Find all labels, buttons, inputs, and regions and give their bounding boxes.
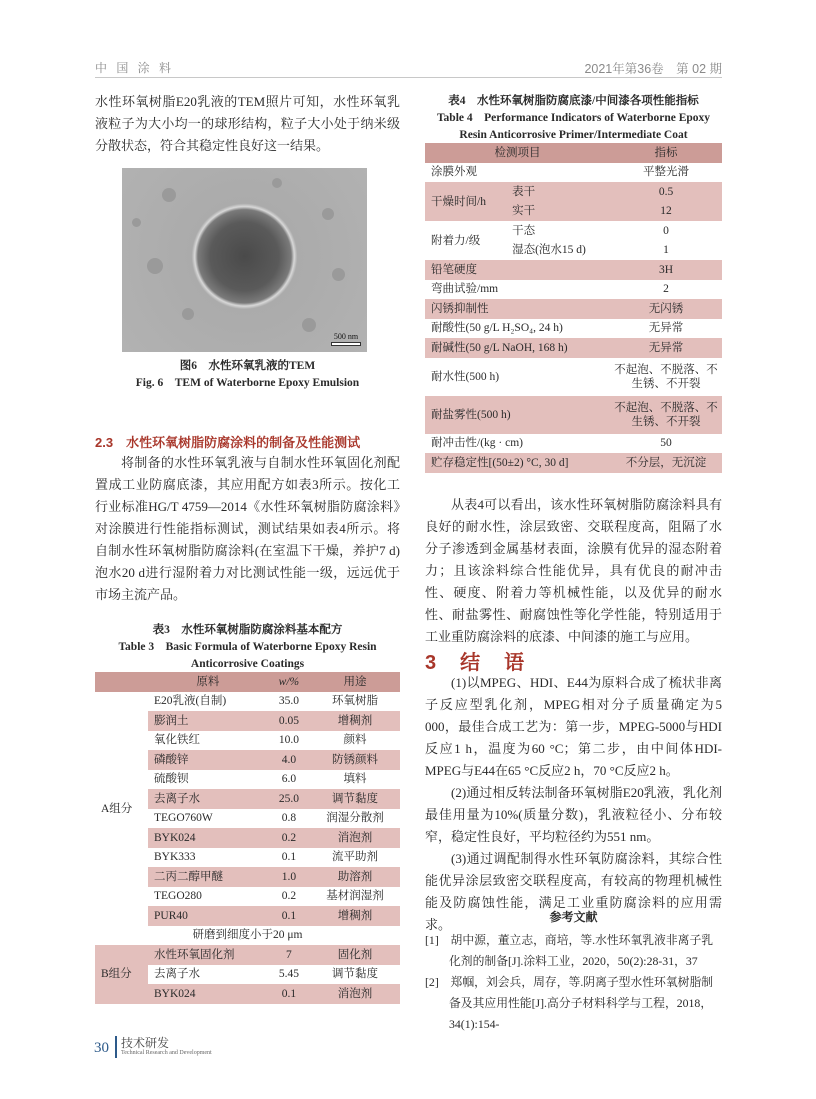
value-cell: 不分层，无沉淀 — [625, 456, 707, 469]
table4-title-en: Table 4 Performance Indicators of Waterborne Epoxy Resin Anticorrosive Primer/Intermediate Coat — [436, 112, 711, 141]
table3 — [95, 672, 400, 1004]
material-cell: 去离子水 — [148, 789, 268, 809]
header-item: 检测项目 — [425, 143, 610, 163]
scale-label: 500 nm — [333, 332, 359, 341]
value-cell: 1 — [663, 244, 669, 257]
item-cell: 耐酸性(50 g/L H₂SO₄, 24 h) — [431, 322, 563, 335]
table3-title-cn: 表3 水性环氧树脂防腐涂料基本配方 — [152, 624, 343, 636]
value-cell: 无异常 — [648, 322, 684, 335]
table-row — [95, 692, 400, 712]
table-row — [425, 319, 722, 339]
header-use: 用途 — [310, 672, 400, 692]
weight-cell: 5.45 — [278, 968, 299, 981]
table-row — [425, 260, 722, 280]
use-cell: 防锈颜料 — [310, 750, 400, 770]
table-row — [425, 453, 722, 473]
reference-1: [1] 胡中源，董立志，商培，等.水性环氧乳液非离子乳化剂的制备[J].涂料工业，2020，50(2):28-31，37 — [425, 933, 714, 968]
conclusion-1: (1)以MPEG、HDI、E44为原料合成了梳状非离子反应型乳化剂，MPEG相对分子质量确定为5 000，最佳合成工艺为：第一步，MPEG-5000与HDI反应1 h，温度为60 °C；第二步，由中间体HDI-MPEG与E44在65 °C反应2 h，70 °C反应2 h。 — [425, 675, 722, 778]
footer-section-cn: 技术研发 — [121, 1036, 170, 1050]
header-wt: w/% — [268, 672, 310, 692]
table-row — [425, 358, 722, 396]
item-cell: 干燥时间/h — [431, 195, 486, 208]
table3-header-row — [95, 672, 400, 692]
figure-caption-cn: 图6 水性环氧乳液的TEM — [179, 360, 316, 372]
table-row — [425, 221, 722, 241]
use-cell: 增稠剂 — [310, 711, 400, 731]
table4-title-cn: 表4 水性环氧树脂防腐底漆/中间漆各项性能指标 — [448, 95, 699, 107]
use-cell: 消泡剂 — [310, 984, 400, 1004]
table-row — [425, 396, 722, 434]
table4-header-row — [425, 143, 722, 163]
use-cell: 固化剂 — [310, 945, 400, 965]
table-row — [425, 338, 722, 358]
material-cell: TEGO280 — [154, 890, 202, 903]
discussion-paragraph: 从表4可以看出，该水性环氧树脂防腐涂料具有良好的耐水性，涂层致密、交联程度高，阻隔了水分子渗透到金属基材表面，涂膜有优异的湿态附着力；且该涂料综合性能优异，具有优良的耐冲击性、硬度、附着力等机械性能，以及优异的耐水性、耐盐雾性、耐腐蚀性等化学性能，特别适用于工业重防腐涂料的底漆、中间漆的施工与应用。 — [425, 497, 722, 644]
conclusions — [425, 672, 722, 936]
value-cell: 平整光滑 — [643, 166, 689, 179]
figure-caption-en: Fig. 6 TEM of Waterborne Epoxy Emulsion — [135, 377, 360, 389]
weight-cell: 4.0 — [268, 750, 310, 770]
material-cell: 水性环氧固化剂 — [148, 945, 268, 965]
material-cell: BYK333 — [154, 851, 196, 864]
table-row — [425, 434, 722, 454]
material-cell: 二丙二醇甲醚 — [148, 867, 268, 887]
scale-bar — [331, 332, 361, 346]
weight-cell: 35.0 — [278, 695, 299, 708]
item-cell: 附着力/级 — [431, 234, 481, 247]
header-divider — [95, 77, 722, 78]
sub-item-cell: 湿态(泡水15 d) — [512, 244, 586, 257]
table-row — [425, 182, 722, 202]
weight-cell: 0.1 — [268, 906, 310, 926]
use-cell: 流平助剂 — [331, 851, 378, 864]
weight-cell: 0.8 — [281, 812, 297, 825]
weight-cell: 0.1 — [268, 984, 310, 1004]
reference-2: [2] 郑帼，刘会兵，周存，等.阴离子型水性环氧树脂制备及其应用性能[J].高分子材料科学与工程，2018，34(1):154- — [425, 975, 714, 1031]
use-cell: 增稠剂 — [310, 906, 400, 926]
weight-cell: 0.2 — [268, 828, 310, 848]
conclusion-2: (2)通过相反转法制备环氧树脂E20乳液，乳化剂最佳用量为10%(质量分数)，乳液粒径小、分布较窄，稳定性良好，平均粒径约为551 nm。 — [425, 785, 722, 844]
value-cell: 12 — [660, 205, 672, 218]
material-cell: 去离子水 — [154, 968, 200, 981]
value-cell: 3H — [658, 263, 674, 276]
item-cell: 贮存稳定性[(50±2) °C, 30 d] — [431, 456, 569, 469]
sub-item-cell: 干态 — [512, 224, 536, 237]
grind-note-row — [95, 926, 400, 946]
weight-cell: 1.0 — [268, 867, 310, 887]
grind-note: 研磨到细度小于20 μm — [192, 929, 303, 942]
value-cell: 不起泡、不脱落、不生锈、不开裂 — [614, 401, 718, 428]
material-cell: BYK024 — [148, 984, 268, 1004]
weight-cell: 25.0 — [268, 789, 310, 809]
weight-cell: 0.1 — [281, 851, 297, 864]
weight-cell: 6.0 — [281, 773, 297, 786]
group-b-label: B组分 — [95, 945, 148, 1004]
intro-paragraph: 水性环氧树脂E20乳液的TEM照片可知，水性环氧乳液粒子为大小均一的球形结构，粒子大小处于纳米级分散状态，符合其稳定性良好这一结果。 — [95, 94, 400, 153]
item-cell: 弯曲试验/mm — [431, 283, 499, 296]
value-cell: 0.5 — [658, 185, 674, 198]
use-cell: 颜料 — [343, 734, 367, 747]
table-row — [95, 945, 400, 965]
item-cell: 涂膜外观 — [431, 166, 477, 179]
material-cell: BYK024 — [148, 828, 268, 848]
weight-cell: 7 — [268, 945, 310, 965]
material-cell: 磷酸锌 — [148, 750, 268, 770]
value-cell: 0 — [663, 224, 669, 237]
references — [425, 930, 722, 1035]
item-cell: 耐盐雾性(500 h) — [431, 408, 511, 421]
footer-section-en: Technical Research and Development — [121, 1050, 212, 1056]
material-cell: PUR40 — [148, 906, 268, 926]
group-a-label: A组分 — [101, 802, 133, 815]
value-cell: 不起泡、不脱落、不生锈、不开裂 — [614, 363, 718, 390]
journal-name: 中 国 涂 料 — [95, 61, 175, 75]
weight-cell: 0.2 — [281, 890, 297, 903]
value-cell: 无异常 — [648, 341, 684, 354]
use-cell: 调节黏度 — [310, 789, 400, 809]
table-row — [425, 299, 722, 319]
value-cell: 50 — [660, 437, 672, 450]
use-cell: 基材润湿剂 — [326, 890, 384, 903]
section-heading-2-3: 2.3 水性环氧树脂防腐涂料的制备及性能测试 — [95, 435, 361, 450]
issue-info: 2021年第36卷 第 02 期 — [584, 62, 722, 76]
use-cell: 填料 — [343, 773, 367, 786]
tem-image — [122, 168, 367, 352]
material-cell: 氧化铁红 — [154, 734, 200, 747]
item-cell: 耐冲击性/(kg · cm) — [431, 437, 523, 450]
table4 — [425, 143, 722, 473]
sub-item-cell: 表干 — [512, 185, 536, 198]
item-cell: 耐水性(500 h) — [431, 370, 500, 383]
page-number: 30 — [94, 1040, 109, 1056]
use-cell: 消泡剂 — [310, 828, 400, 848]
material-cell: E20乳液(自制) — [154, 695, 227, 708]
conclusion-heading: 3 结 语 — [425, 652, 527, 674]
table-row — [425, 163, 722, 183]
value-cell: 2 — [663, 283, 669, 296]
weight-cell: 0.05 — [268, 711, 310, 731]
value-cell: 无闪锈 — [648, 302, 684, 315]
item-cell: 铅笔硬度 — [431, 263, 477, 276]
item-cell: 耐碱性(50 g/L NaOH, 168 h) — [431, 341, 568, 354]
header-blank — [95, 672, 148, 692]
item-cell: 闪锈抑制性 — [431, 302, 489, 315]
section-paragraph: 将制备的水性环氧乳液与自制水性环氧固化剂配置成工业防腐底漆，其应用配方如表3所示。按化工行业标准HG/T 4759—2014《水性环氧树脂防腐涂料》对涂膜进行性能指标测试，测试结果如表4所示。将自制水性环氧树脂防腐涂料(在室温下干燥，养护7 d)泡水20 d进行湿附着力对比测试性能一级，远远优于市场主流产品。 — [95, 455, 400, 602]
table3-title-en: Table 3 Basic Formula of Waterborne Epoxy Resin Anticorrosive Coatings — [118, 641, 377, 670]
table-row — [425, 280, 722, 300]
use-cell: 助溶剂 — [310, 867, 400, 887]
header-value: 指标 — [610, 143, 722, 163]
material-cell: 膨润土 — [148, 711, 268, 731]
use-cell: 润湿分散剂 — [326, 812, 384, 825]
footer-divider — [115, 1036, 117, 1058]
material-cell: 硫酸钡 — [154, 773, 189, 786]
header-material: 原料 — [148, 672, 268, 692]
conclusion-3: (3)通过调配制得水性环氧防腐涂料，其综合性能优异涂层致密交联程度高，有较高的物理机械性能及防腐蚀性能，满足工业重防腐涂料的应用需求。 — [425, 851, 722, 932]
material-cell: TEGO760W — [154, 812, 213, 825]
sub-item-cell: 实干 — [512, 205, 536, 218]
references-heading: 参考文献 — [549, 910, 598, 924]
weight-cell: 10.0 — [278, 734, 299, 747]
use-cell: 调节黏度 — [331, 968, 378, 981]
use-cell: 环氧树脂 — [331, 695, 378, 708]
